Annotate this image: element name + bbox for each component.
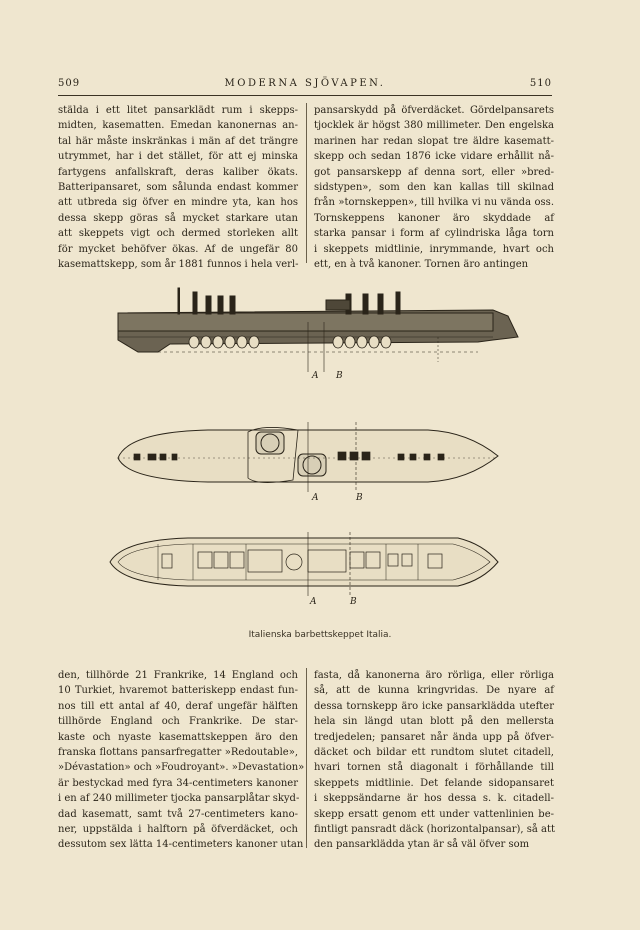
bottom-left-column [58, 668, 305, 853]
text-line: »Dévastation» och »Foudroyant». »Devastation» [58, 762, 305, 774]
text-line: den pansarklädda ytan är så väl öfver som [314, 839, 530, 851]
text-line: hela sin längd utan blott på den mellersta [314, 716, 554, 728]
label-b-lower: B [350, 597, 357, 607]
text-line: kasemattskepp, som år 1881 funnos i hela verl- [58, 259, 299, 271]
text-line: tredjedelen; pansaret når ända upp på öfver- [314, 731, 554, 743]
header-rule [58, 95, 552, 96]
text-line: starka pansar i form af cylindriska låga torn [314, 228, 554, 240]
running-title: MODERNA SJÖVAPEN. [224, 78, 386, 89]
text-line: i skeppets midtlinie, inrymmande, hvart och [314, 243, 554, 255]
text-line: skepp ersatt genom ett under vattenlinien be- [314, 808, 554, 820]
bottom-right-column [314, 668, 554, 853]
side-elevation [118, 288, 518, 372]
text-line: nos till ett antal af 40, deraf ungefär hälften [58, 700, 298, 712]
text-line: Tornskeppens kanoner äro skyddade af [314, 212, 554, 224]
text-line: fartygens anfallskraft, deras kaliber ökats. [58, 166, 298, 178]
text-line: från »tornskeppen», till hvilka vi nu vända oss. [314, 197, 554, 209]
text-line: kaste och nyaste kasemattskeppen äro den [58, 731, 298, 743]
label-a-deck: A [312, 493, 319, 503]
text-line: ner, uppstälda i halftorn på öfverdäcket, och [58, 824, 298, 836]
text-line: Batteripansaret, som sålunda endast kommer [58, 182, 298, 194]
text-line: dessa tornskepp äro icke pansarklädda utefter [314, 700, 554, 712]
text-line: midten, kasematten. Emedan kanonernas an- [58, 120, 298, 132]
right-page-number: 510 [529, 78, 552, 89]
text-line: tal här måste inskränkas i män af det trängre [58, 135, 298, 147]
text-line: däcket och bildar ett rundtom slutet citadell, [314, 747, 554, 759]
ship-drawings-svg [98, 282, 528, 622]
column-divider-bottom [306, 668, 307, 848]
label-b-deck: B [356, 493, 363, 503]
text-line: marinen har redan slopat tre äldre kasematt- [314, 135, 554, 147]
text-line: hvari tornen stå diagonalt i förhållande till [314, 762, 554, 774]
text-line: för mycket behöfver ökas. Af de ungefär 80 [58, 243, 298, 255]
text-line: att utbreda sig öfver en mindre yta, kan hos [58, 197, 298, 209]
text-line: den, tillhörde 21 Frankrike, 14 England och [58, 670, 298, 681]
text-line: ett, en à två kanoner. Tornen äro antingen [314, 259, 529, 271]
top-right-column [314, 103, 554, 272]
text-line: så, att de kunna kringvridas. De nyare af [314, 685, 554, 697]
column-divider-top [306, 103, 307, 263]
text-line: i skeppsändarne är hos dessa s. k. citadell- [314, 793, 554, 805]
deck-plan [118, 422, 498, 492]
figure-caption: Italienska barbettskeppet Italia. [248, 630, 392, 640]
label-a-side: A [312, 371, 319, 381]
label-a-lower: A [310, 597, 317, 607]
text-line: dessutom sex lätta 14-centimeters kanoner utan [58, 839, 304, 851]
text-line: stälda i ett litet pansarklädt rum i skepps- [58, 105, 298, 116]
lower-deck-plan [110, 532, 498, 596]
text-line: i en af 240 millimeter tjocka pansarplåtar skyd- [58, 793, 300, 805]
text-line: franska flottans pansarfregatter »Redoutable», [58, 747, 298, 759]
text-line: utrymmet, har i det stället, för att ej minska [58, 151, 298, 163]
text-line: pansarskydd på öfverdäcket. Gördelpansarets [314, 105, 554, 116]
label-b-side: B [336, 371, 343, 381]
text-line: att skeppets vigt och dermed storleken allt [58, 228, 298, 240]
ship-illustration [98, 282, 528, 622]
text-line: tillhörde England och Frankrike. De star- [58, 716, 298, 728]
text-line: tjocklek är högst 380 millimeter. Den engelska [314, 120, 554, 132]
text-line: skeppets midtlinie. Det felande sidopansaret [314, 777, 554, 789]
text-line: got pansarskepp af denna sort, eller »bred- [314, 166, 554, 178]
text-line: fasta, då kanonerna äro rörliga, eller rörliga [314, 670, 554, 681]
text-line: 10 Turkiet, hvaremot batteriskepp endast fun- [58, 685, 298, 697]
text-line: skepp och sedan 1876 icke vidare erhållit nå- [314, 151, 554, 163]
top-left-column [58, 103, 298, 272]
text-line: fintligt pansradt däck (horizontalpansar), så att [314, 824, 556, 836]
text-line: dad kasematt, samt två 27-centimeters kano- [58, 808, 298, 820]
left-page-number: 509 [58, 78, 81, 89]
text-line: är bestyckad med fyra 34-centimeters kanoner [58, 777, 298, 789]
text-line: sidstypen», som den kan kallas till skilnad [314, 182, 554, 194]
text-line: dessa skepp göras så mycket starkare utan [58, 212, 298, 224]
